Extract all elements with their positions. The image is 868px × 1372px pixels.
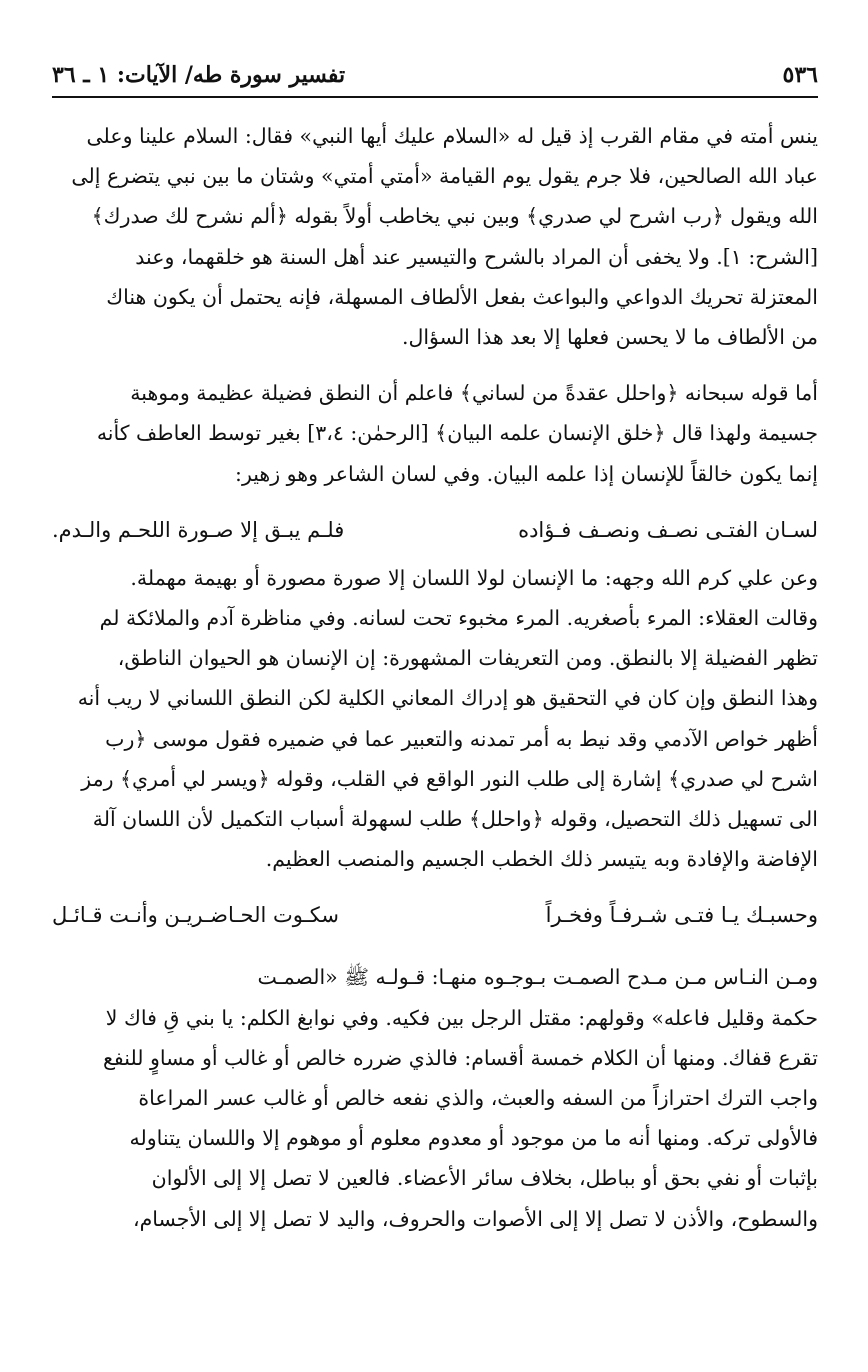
text-line: الله ويقول ﴿رب اشرح لي صدري﴾ وبين نبي يخاطب أولاً بقوله ﴿ألم نشرح لك صدرك﴾ xyxy=(91,204,818,229)
text-line: ومـن النـاس مـن مـدح الصمـت بـوجـوه منهـا: قـولـه ﷺ «الصمـت xyxy=(257,965,818,990)
text-line: أظهر خواص الآدمي وقد نيط به أمر تمدنه والتعبير عما في ضميره فقول موسى ﴿رب xyxy=(105,726,818,751)
text-line: حكمة وقليل فاعله» وقولهم: مقتل الرجل بين فكيه. وفي نوابغ الكلم: يا بني قِ فاك لا xyxy=(105,1005,818,1030)
page-body xyxy=(52,116,818,1239)
text-line: الإفاضة والإفادة وبه يتيسر ذلك الخطب الجسيم والمنصب العظيم. xyxy=(265,847,818,872)
text-line: بإثبات أو نفي بحق أو بباطل، بخلاف سائر الأعضاء. فالعين لا تصل إلا إلى الألوان xyxy=(151,1166,818,1191)
text-line: تظهر الفضيلة إلا بالنطق. ومن التعريفات المشهورة: إن الإنسان هو الحيوان الناطق، xyxy=(117,646,818,671)
text-line: وعن علي كرم الله وجهه: ما الإنسان لولا اللسان إلا صورة مصورة أو بهيمة مهملة. xyxy=(130,565,818,590)
text-line: تقرع قفاك. ومنها أن الكلام خمسة أقسام: فالذي ضرره خالص أو غالب أو مساوٍ للنفع xyxy=(103,1045,818,1070)
text-line: الى تسهيل ذلك التحصيل، وقوله ﴿واحلل﴾ طلب لسهولة أسباب التكميل لأن اللسان آلة xyxy=(92,807,818,832)
paragraph-4 xyxy=(52,957,818,1238)
paragraph-1 xyxy=(52,116,818,357)
verse-silence xyxy=(52,895,818,935)
verse-second-half: سكـوت الحـاضـريـن وأنـت قـائـل xyxy=(52,903,339,928)
text-line: من الألطاف ما لا يحسن فعلها إلا بعد هذا السؤال. xyxy=(401,325,818,350)
paragraph-3 xyxy=(52,558,818,880)
text-line: أما قوله سبحانه ﴿واحلل عقدةً من لساني﴾ فاعلم أن النطق فضيلة عظيمة وموهبة xyxy=(130,381,818,406)
text-line: [الشرح: ١]. ولا يخفى أن المراد بالشرح والتيسير عند أهل السنة هو خلقهما، وعند xyxy=(135,244,818,269)
text-line: والسطوح، والأذن لا تصل إلا إلى الأصوات والحروف، واليد لا تصل إلا إلى الأجسام، xyxy=(132,1206,818,1231)
verse-first-half: لسـان الفتـى نصـف ونصـف فـؤاده xyxy=(518,517,818,542)
text-line: المعتزلة تحريك الدواعي والبواعث بفعل الألطاف المسهلة، فإنه يحتمل أن يكون هناك xyxy=(106,284,818,309)
text-line: وقالت العقلاء: المرء بأصغريه. المرء مخبوء تحت لسانه. وفي مناظرة آدم والملائكة لم xyxy=(99,606,818,631)
text-line: واجب الترك احترازاً من السفه والعبث، والذي نفعه خالص أو غالب عسر المراعاة xyxy=(138,1086,818,1111)
text-line: عباد الله الصالحين، فلا جرم يقول يوم القيامة «أمتي أمتي» وشتان ما بين نبي يتضرع إلى xyxy=(71,164,818,189)
text-line: فالأولى تركه. ومنها أنه ما من موجود أو معدوم معلوم أو موهوم إلا واللسان يتناوله xyxy=(129,1126,818,1151)
verse-first-half: وحسبـك يـا فتـى شـرفـاً وفخـراً xyxy=(545,903,818,928)
text-line: جسيمة ولهذا قال ﴿خلق الإنسان علمه البيان﴾ [الرحمٰن: ٣،٤] بغير توسط العاطف كأنه xyxy=(96,421,818,446)
paragraph-2 xyxy=(52,373,818,494)
text-line: ينس أمته في مقام القرب إذ قيل له «السلام عليك أيها النبي» فقال: السلام علينا وعلى xyxy=(86,124,818,148)
text-line: إنما يكون خالقاً للإنسان إذا علمه البيان. وفي لسان الشاعر وهو زهير: xyxy=(235,461,818,486)
verse-zuhair xyxy=(52,510,818,550)
verse-second-half: فلـم يبـق إلا صـورة اللحـم والـدم. xyxy=(52,517,345,542)
running-title: تفسير سورة طه/ الآيات: ١ ـ ٣٦ xyxy=(52,62,346,88)
book-page xyxy=(52,52,818,1342)
page-header xyxy=(52,52,818,98)
text-line: وهذا النطق وإن كان في التحقيق هو إدراك المعاني الكلية لكن النطق اللساني لا ريب أنه xyxy=(77,686,818,711)
header-rule xyxy=(52,96,818,98)
text-line: اشرح لي صدري﴾ إشارة إلى طلب النور الواقع في القلب، وقوله ﴿ويسر لي أمري﴾ رمز xyxy=(81,766,818,791)
page-number: ٥٣٦ xyxy=(782,62,818,88)
